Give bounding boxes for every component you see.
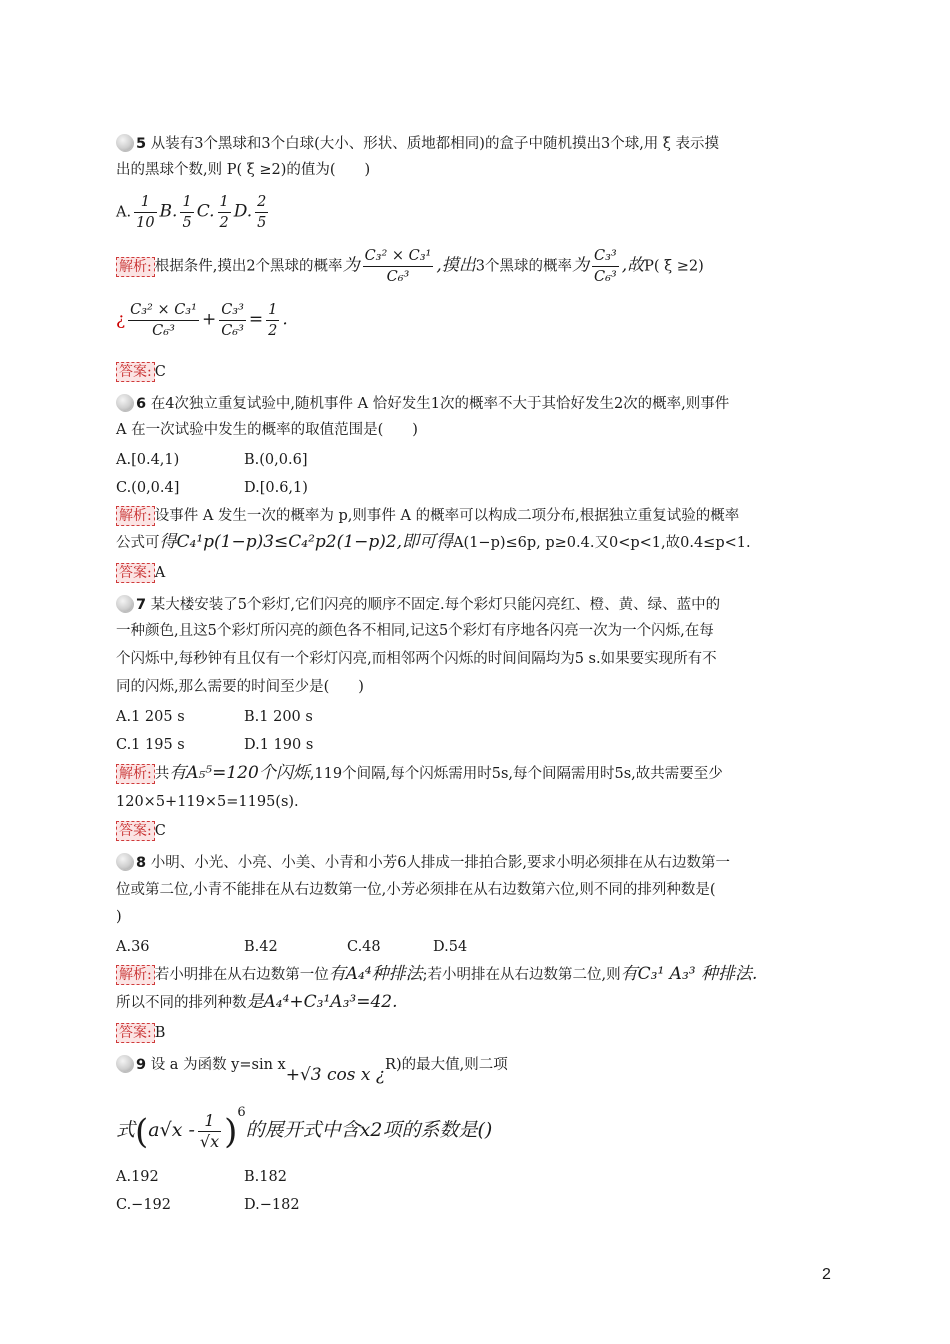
q9-left-paren: (	[135, 1111, 149, 1152]
q9-stem-text2: R)的最大值,则二项	[385, 1057, 508, 1073]
q5-analysis-line2	[116, 300, 288, 341]
q7-answer	[116, 821, 166, 841]
q8-answer	[116, 1023, 165, 1043]
q8-analysis-text3: 所以不同的排列种数	[116, 995, 247, 1011]
q9-stem-math: +√3 cos x ¿	[285, 1065, 386, 1085]
q5-line2-frac1	[128, 300, 199, 341]
q6-analysis-math: 得C₄¹p(1−p)3≤C₄²p2(1−p)2,即可得	[159, 532, 454, 552]
q5-line2-end: .	[282, 309, 288, 330]
q9-option-a: A.192	[116, 1169, 159, 1185]
q5-opt-c-frac	[218, 192, 231, 233]
q8-stem-line3: )	[116, 909, 122, 925]
q8-analysis-text1: 若小明排在从右边数第一位	[154, 967, 329, 983]
q5-line2-res-den: 2	[268, 323, 278, 339]
q5-number: 5	[136, 136, 147, 152]
q5-line2-plus: +	[201, 309, 217, 330]
q9-stem-line2	[116, 1105, 492, 1154]
q5-analysis-frac1	[363, 246, 434, 287]
q5-opt-d-num: 2	[255, 192, 268, 213]
q7-analysis-tag: 解析:	[116, 764, 155, 784]
q5-line2-frac2-den: C₆³	[221, 323, 244, 339]
q5-frac2-num: C₃³	[592, 246, 619, 267]
q5-analysis-line1	[116, 246, 704, 287]
q8-number: 8	[136, 855, 147, 871]
q9-right-paren: )	[224, 1111, 238, 1152]
q5-analysis-frac2	[592, 246, 619, 287]
q6-number: 6	[136, 396, 147, 412]
q9-stem-line1	[116, 1054, 508, 1085]
q9-stem-text1: 设 a 为函数 y=sin x	[150, 1057, 286, 1073]
q7-stem-line4: 同的闪烁,那么需要的时间至少是( )	[116, 679, 364, 695]
q8-analysis-tag: 解析:	[116, 965, 155, 985]
q6-option-a: A.[0.4,1)	[116, 452, 180, 468]
q6-options-row1	[116, 450, 307, 470]
q6-analysis-text1: 设事件 A 发生一次的概率为 p,则事件 A 的概率可以构成二项分布,根据独立重复试验的概率	[154, 508, 740, 524]
q5-answer	[116, 362, 166, 382]
q8-analysis-line1	[116, 964, 757, 985]
q6-stem-text1: 在4次独立重复试验中,随机事件 A 恰好发生1次的概率不大于其恰好发生2次的概率,则事件	[150, 396, 730, 412]
q5-line2-eq: =	[248, 309, 264, 330]
q5-analysis-text6: ,故	[621, 255, 645, 276]
q5-line2-frac2-num: C₃³	[219, 300, 246, 321]
q5-analysis-text4: 3个黑球的概率	[475, 258, 573, 275]
q5-frac1-den: C₆³	[386, 269, 410, 285]
question-bullet-icon	[116, 595, 133, 612]
q9-number: 9	[136, 1057, 147, 1073]
q5-stem-text1: 从装有3个黑球和3个白球(大小、形状、质地都相同)的盒子中随机摸出3个球,用 ξ 表示摸	[150, 136, 720, 152]
q5-frac2-den: C₆³	[594, 269, 617, 285]
q8-answer-value: B	[154, 1025, 166, 1041]
q7-option-a: A.1 205 s	[116, 709, 185, 725]
q9-stem-frac	[198, 1111, 221, 1152]
q5-analysis-tag: 解析:	[116, 257, 155, 277]
q5-line2-res	[266, 300, 279, 341]
q6-answer-tag: 答案:	[116, 563, 155, 583]
q7-answer-value: C	[154, 823, 166, 839]
q5-opt-d-den: 5	[257, 215, 267, 231]
q7-analysis-text1: 共	[154, 766, 170, 782]
q9-stem-text3: 式	[116, 1118, 136, 1141]
q8-option-d: D.54	[433, 939, 468, 955]
q5-line2-frac2	[219, 300, 246, 341]
q9-options-row2	[116, 1195, 300, 1215]
q5-frac1-num: C₃² × C₃¹	[363, 246, 434, 267]
q6-answer-value: A	[154, 565, 166, 581]
q6-analysis-text3: A(1−p)≤6p, p≥0.4.又0<p<1,故0.4≤p<1.	[453, 535, 751, 551]
q5-line2-frac1-num: C₃² × C₃¹	[128, 300, 199, 321]
q5-opt-a-den: 10	[136, 215, 155, 231]
q6-analysis-tag: 解析:	[116, 506, 155, 526]
q5-opt-c-num: 1	[218, 192, 231, 213]
q5-analysis-text2: 为	[342, 255, 360, 276]
q7-analysis-line1	[116, 763, 723, 784]
q8-option-a: A.36	[116, 939, 150, 955]
q5-opt-a-frac	[134, 192, 156, 233]
q6-stem-line2: A 在一次试验中发生的概率的取值范围是( )	[116, 422, 418, 438]
page-number: 2	[822, 1266, 831, 1283]
q8-option-b: B.42	[244, 939, 278, 955]
q9-exponent: 6	[237, 1105, 246, 1120]
q7-options-row2	[116, 735, 313, 755]
q8-options	[116, 937, 467, 957]
q5-opt-c-den: 2	[219, 215, 229, 231]
q7-stem-line3: 个闪烁中,每秒钟有且仅有一个彩灯闪亮,而相邻两个闪烁的时间间隔均为5 s.如果要实现所有不	[116, 651, 717, 667]
q5-line2-res-num: 1	[266, 300, 279, 321]
q7-analysis-math: 有A₅⁵=120个闪烁	[169, 763, 310, 783]
q8-analysis-line2	[116, 992, 397, 1013]
q5-answer-tag: 答案:	[116, 362, 155, 382]
q7-analysis-text2: ,119个间隔,每个闪烁需用时5s,每个间隔需用时5s,故共需要至少	[309, 766, 723, 782]
question-bullet-icon	[116, 394, 133, 411]
q6-analysis-line1	[116, 506, 739, 526]
question-bullet-icon	[116, 853, 133, 870]
q7-number: 7	[136, 597, 147, 613]
q5-analysis-glyph: ¿	[116, 309, 126, 330]
q7-option-d: D.1 190 s	[244, 737, 314, 753]
q5-line2-frac1-den: C₆³	[152, 323, 175, 339]
q6-option-b: B.(0,0.6]	[244, 452, 308, 468]
q9-option-d: D.−182	[244, 1197, 300, 1213]
q6-analysis-text2: 公式可	[116, 535, 160, 551]
q5-opt-b-den: 5	[182, 215, 192, 231]
q5-opt-a-num: 1	[134, 192, 156, 213]
q6-option-c: C.(0,0.4]	[116, 480, 180, 496]
q5-options	[116, 192, 271, 233]
q7-option-b: B.1 200 s	[244, 709, 313, 725]
q9-frac-num: 1	[198, 1111, 221, 1132]
q9-stem-text4: 的展开式中含x2项的系数是()	[245, 1118, 493, 1141]
q9-frac-den: √x	[199, 1132, 220, 1152]
q9-option-b: B.182	[244, 1169, 287, 1185]
q6-analysis-line2	[116, 532, 751, 553]
q8-stem-line1	[116, 853, 730, 873]
q5-stem-line1	[116, 134, 719, 154]
q7-option-c: C.1 195 s	[116, 737, 185, 753]
q5-stem-line2: 出的黑球个数,则 P( ξ ≥2)的值为( )	[116, 162, 371, 178]
q5-analysis-text1: 根据条件,摸出2个黑球的概率	[154, 258, 343, 275]
q8-analysis-math1: 有A₄⁴种排法	[328, 964, 423, 984]
question-bullet-icon	[116, 1055, 133, 1072]
q7-options-row1	[116, 707, 313, 727]
q9-options-row1	[116, 1167, 287, 1187]
q8-analysis-math2: 有C₃¹ A₃³ 种排法.	[620, 964, 758, 984]
q8-stem-line2: 位或第二位,小青不能排在从右边数第一位,小芳必须排在从右边数第六位,则不同的排列种数是(	[116, 882, 716, 898]
q5-opt-b-frac	[180, 192, 193, 233]
q6-option-d: D.[0.6,1)	[244, 480, 308, 496]
q5-opt-b-num: 1	[180, 192, 193, 213]
q7-analysis-line2: 120×5+119×5=1195(s).	[116, 794, 299, 810]
q6-stem-line1	[116, 394, 729, 414]
q5-opt-d-frac	[255, 192, 268, 233]
q5-analysis-text5: 为	[572, 255, 590, 276]
q7-answer-tag: 答案:	[116, 821, 155, 841]
q6-options-row2	[116, 478, 308, 498]
q5-analysis-text7: P( ξ ≥2)	[644, 258, 704, 275]
q8-analysis-math3: 是A₄⁴+C₃¹A₃³=42.	[246, 992, 398, 1012]
q5-opt-b-label: B.	[159, 201, 178, 222]
q5-opt-a-label: A.	[116, 204, 132, 221]
q8-answer-tag: 答案:	[116, 1023, 155, 1043]
q7-stem-text1: 某大楼安装了5个彩灯,它们闪亮的顺序不固定.每个彩灯只能闪亮红、橙、黄、绿、蓝中的	[150, 597, 721, 613]
q9-stem-binomial: a√x -	[148, 1118, 195, 1141]
q6-answer	[116, 563, 165, 583]
q8-option-c: C.48	[347, 939, 381, 955]
q5-answer-value: C	[154, 364, 166, 380]
q7-stem-line1	[116, 595, 720, 615]
q5-analysis-text3: ,摸出	[436, 255, 476, 276]
q8-analysis-text2: ;若小明排在从右边数第二位,则	[422, 967, 621, 983]
q7-stem-line2: 一种颜色,且这5个彩灯所闪亮的颜色各不相同,记这5个彩灯有序地各闪亮一次为一个闪烁,在每	[116, 623, 714, 639]
q8-stem-text1: 小明、小光、小亮、小美、小青和小芳6人排成一排拍合影,要求小明必须排在从右边数第一	[150, 855, 731, 871]
q9-option-c: C.−192	[116, 1197, 172, 1213]
q5-opt-c-label: C.	[196, 201, 215, 222]
q5-opt-d-label: D.	[233, 201, 253, 222]
question-bullet-icon	[116, 134, 133, 151]
